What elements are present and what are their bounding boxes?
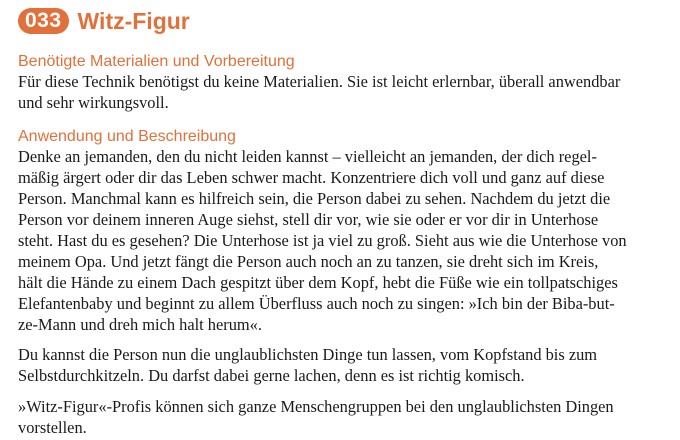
application-text-line: ze-Mann und dreh mich halt herum«. [18, 315, 262, 334]
materials-text-line: Für diese Technik benötigst du keine Materialien. Sie ist leicht erlernbar, überall anwendbar [18, 72, 621, 91]
application-text-line: Person. Manchmal kann es hilfreich sein, die Person dabei zu sehen. Nachdem du jetzt die [18, 189, 611, 208]
paragraph-text-line: vorstellen. [18, 418, 87, 437]
application-text-line: steht. Hast du es gesehen? Die Unterhose ist ja viel zu groß. Sieht aus wie die Unterhose von [18, 231, 627, 250]
application-text-line: hält die Hände zu einem Dach gespitzt über dem Kopf, hebt die Füße wie ein tollpatschiges [18, 273, 618, 292]
paragraph-text-line: »Witz-Figur«-Profis können sich ganze Menschengruppen bei den unglaublichsten Dingen [18, 397, 614, 416]
paragraph-text-line: Du kannst die Person nun die unglaublichsten Dinge tun lassen, vom Kopfstand bis zum [18, 345, 598, 364]
application-text-line: Denke an jemanden, den du nicht leiden kannst – vielleicht an jemanden, der dich regel- [18, 147, 597, 166]
page-title: Witz-Figur [77, 8, 190, 34]
materials-text-line: und sehr wirkungsvoll. [18, 93, 169, 112]
application-text-line: Person vor deinem inneren Auge siehst, stell dir vor, wie sie oder er vor dir in Unterhose [18, 210, 599, 229]
application-text-line: Elefantenbaby und beginnt zu allem Überfluss auch noch zu singen: »Ich bin der Biba-but- [18, 294, 615, 313]
application-text-line: meinem Opa. Und jetzt fängt die Person auch noch an zu tanzen, sie dreht sich im Kreis, [18, 252, 599, 271]
section-heading-application: Anwendung und Beschreibung [18, 128, 236, 145]
technique-number-badge: 033 [18, 8, 69, 34]
application-text-line: mäßig ärgert oder dir das Leben schwer macht. Konzentriere dich voll und ganz auf diese [18, 168, 605, 187]
title-row [18, 6, 190, 36]
paragraph-text-line: Selbstdurchkitzeln. Du darfst dabei gerne lachen, denn es ist richtig komisch. [18, 366, 525, 385]
section-heading-materials: Benötigte Materialien und Vorbereitung [18, 53, 295, 70]
